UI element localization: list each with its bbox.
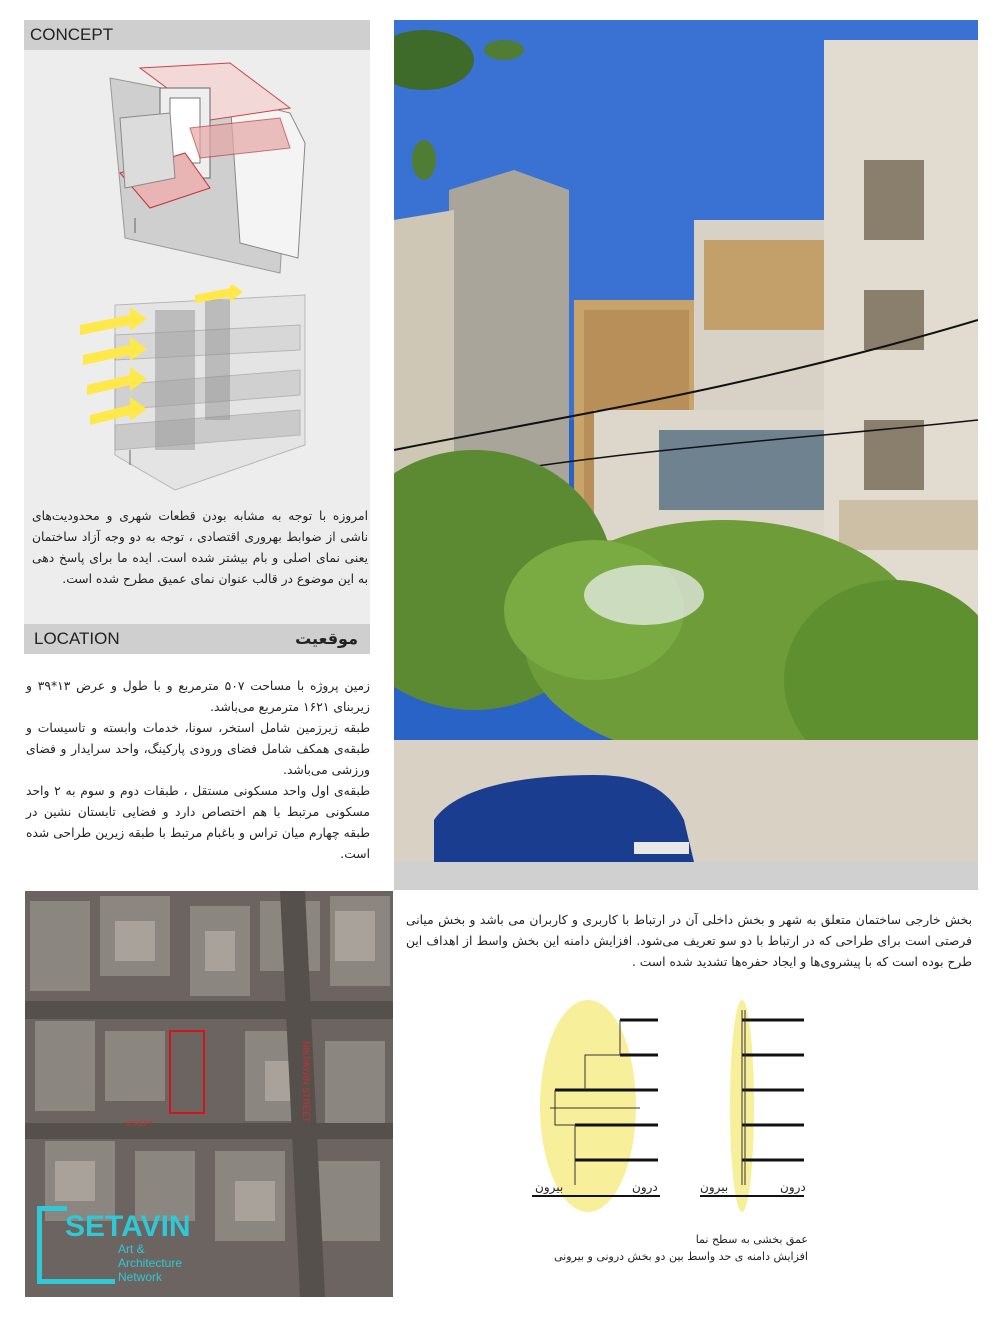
location-title: LOCATION <box>34 629 120 648</box>
street-label-vertical: NIKPAYAN STREET <box>301 1041 311 1123</box>
concept-description: امروزه با توجه به مشابه بودن قطعات شهری و محدودیت‌های ناشی از ضوابط بهروری اقتصادی ، توجه به دو وجه آزاد ساختمان یعنی نمای اصلی و بام بیشتر شده است. ایده ما برای پاسخ دهی به این موضوع در قالب عنوان نمای عمیق مطرح شده است. <box>32 509 368 586</box>
left-inside-label: درون <box>632 1180 658 1194</box>
right-outside-label: بیرون <box>700 1180 729 1194</box>
aerial-site-map <box>25 891 393 1297</box>
logo-brand: SETAVIN <box>65 1210 191 1243</box>
location-title-persian: موقعیت <box>295 629 358 648</box>
photo-caption-bar <box>394 862 978 890</box>
left-outside-label: بیرون <box>535 1180 564 1194</box>
diagram-caption-2: افزایش دامنه ی حد واسط بین دو بخش درونی و بیرونی <box>554 1250 808 1263</box>
deep-facade-diagram <box>520 1000 820 1270</box>
location-paragraph: زمین پروژه با مساحت ۵۰۷ مترمربع و با طول و عرض ۱۳*۳۹ و زیربنای ۱۶۲۱ مترمربع می‌باشد. <box>26 679 370 714</box>
logo-tagline-3: Network <box>118 1270 163 1284</box>
diagram-caption-1: عمق بخشی به سطح نما <box>695 1233 808 1246</box>
concept-massing-diagram <box>90 58 330 278</box>
logo-tagline-2: Architecture <box>118 1256 183 1270</box>
right-inside-label: درون <box>780 1180 806 1194</box>
facade-description: بخش خارجی ساختمان متعلق به شهر و بخش داخلی آن در ارتباط با کاربری و کاربران می باشد و بخش میانی فرصتی است برای طراحی که در ارتباط با دو سو تعریف می‌شود. افزایش دامنه این بخش واسط از اهداف این طرح بوده است که با پیشروی‌ها و ایجاد حفره‌ها تشدید شده است . <box>406 913 972 969</box>
street-label-small: STREET <box>125 1121 153 1128</box>
location-paragraph: طبقه زیرزمین شامل استخر، سونا، خدمات وابسته و تاسیسات و طبقه‌ی همکف شامل فضای ورودی پارکینگ، واحد سرایدار و فضای ورزشی می‌باشد. <box>26 721 370 777</box>
location-paragraph: طبقه‌ی اول واحد مسکونی مستقل ، طبقات دوم و سوم به ۲ واحد مسکونی مرتبط با هم اختصاص دارد و فضایی تابستان نشین در طبقه چهارم میان تراس و باغبام مرتبط با طبقه زیرین طراحی شده است. <box>26 784 370 861</box>
location-description <box>26 676 370 865</box>
logo-tagline-1: Art & <box>118 1242 145 1256</box>
concept-title: CONCEPT <box>30 25 114 44</box>
concept-sun-diagram <box>75 285 330 500</box>
building-photo <box>394 20 978 862</box>
